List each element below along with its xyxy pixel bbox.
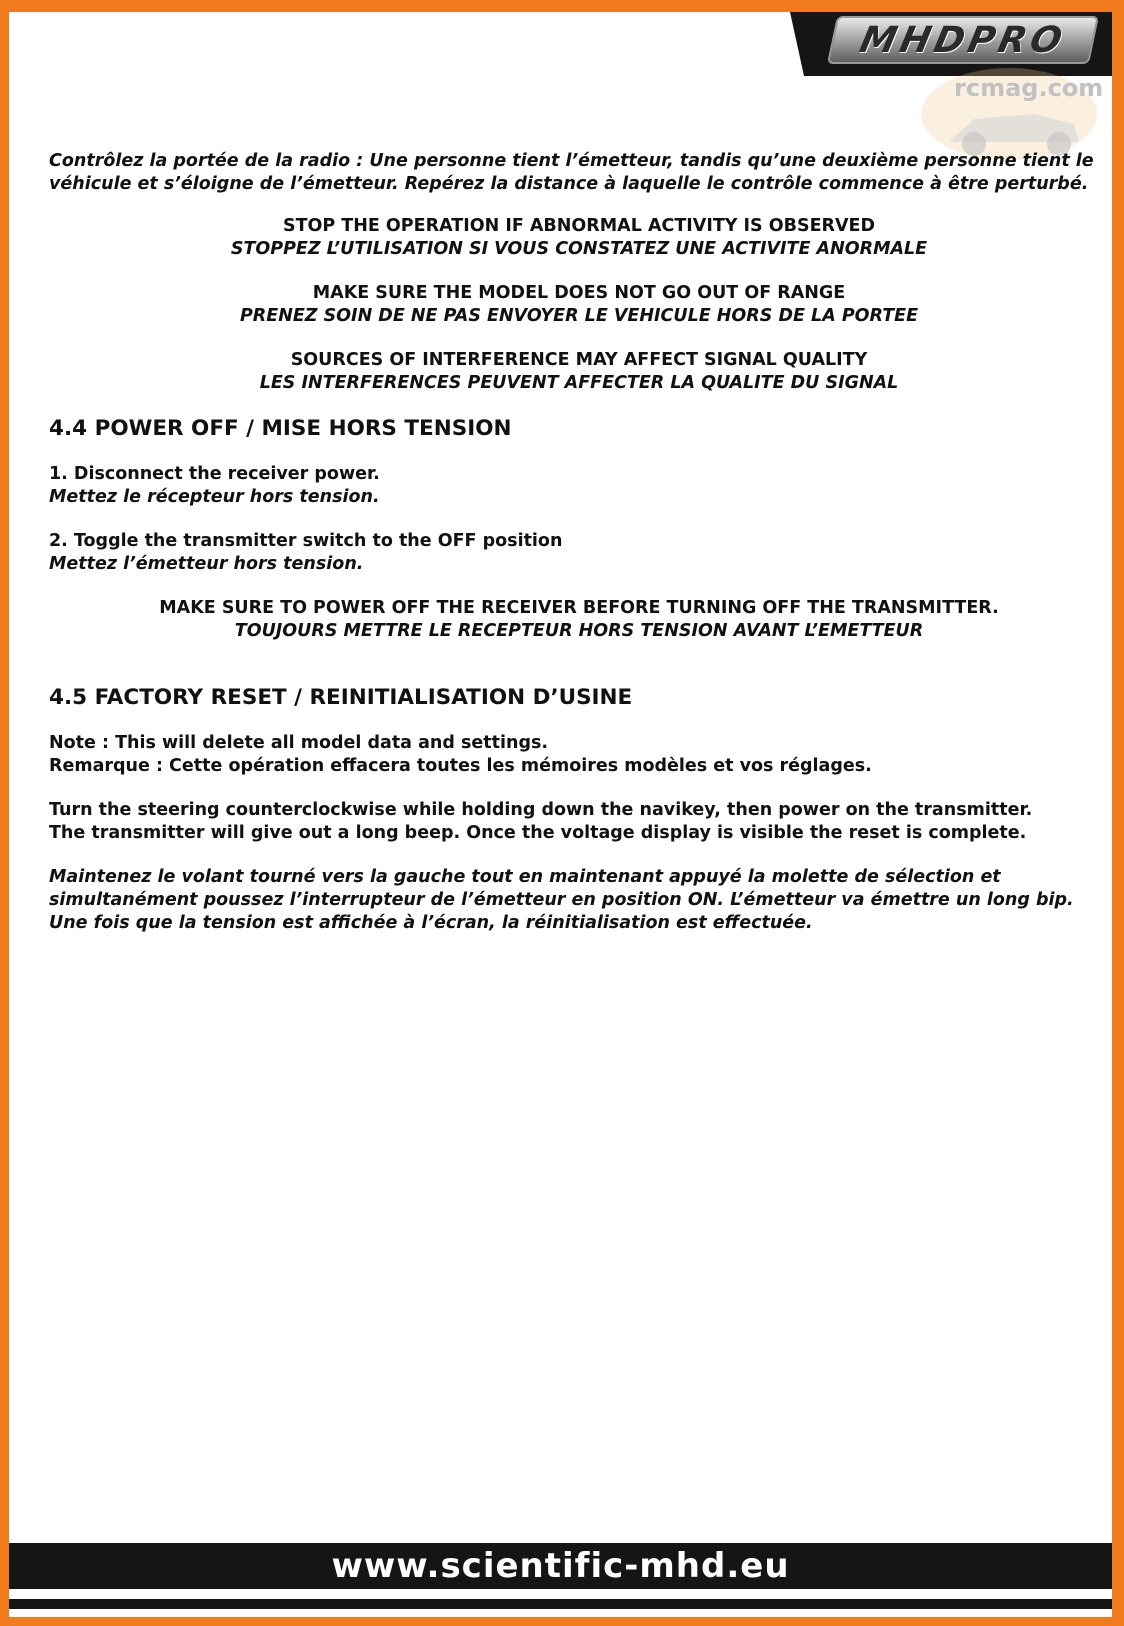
power-off-warning-fr: TOUJOURS METTRE LE RECEPTEUR HORS TENSION AVANT L’EMETTEUR	[234, 621, 924, 641]
warning-fr: STOPPEZ L’UTILISATION SI VOUS CONSTATEZ UNE ACTIVITE ANORMALE	[230, 239, 928, 259]
warning-block-3	[49, 349, 1109, 395]
reset-paragraph-en-2: The transmitter will give out a long beep. Once the voltage display is visible the reset is complete.	[49, 823, 1027, 843]
reset-paragraph-fr: Maintenez le volant tourné vers la gauche tout en maintenant appuyé la molette de sélection et simultanément poussez l’interrupteur de l’émetteur en position ON. L’émetteur va émettre un long bip. Une fois que la tension est affichée à l’écran, la réinitialisation est effectuée.	[49, 867, 1074, 933]
watermark-text: rcmag.com	[954, 74, 1104, 102]
step-2-fr: Mettez l’émetteur hors tension.	[49, 554, 364, 574]
document-body	[49, 150, 1109, 935]
rcmag-watermark	[914, 64, 1104, 164]
section-heading-power-off: 4.4 POWER OFF / MISE HORS TENSION	[49, 416, 512, 441]
warning-block-2	[49, 282, 1109, 328]
warning-block-1	[49, 215, 1109, 261]
step-1-fr: Mettez le récepteur hors tension.	[49, 487, 380, 507]
note-fr: Remarque : Cette opération effacera toutes les mémoires modèles et vos réglages.	[49, 756, 872, 776]
footer-rule	[9, 1599, 1112, 1609]
mhdpro-logo	[827, 16, 1099, 64]
warning-en: STOP THE OPERATION IF ABNORMAL ACTIVITY IS OBSERVED	[282, 216, 876, 236]
footer-url: www.scientific-mhd.eu	[331, 1546, 790, 1586]
section-heading-factory-reset: 4.5 FACTORY RESET / REINITIALISATION D’USINE	[49, 685, 633, 710]
power-off-warning-en: MAKE SURE TO POWER OFF THE RECEIVER BEFORE TURNING OFF THE TRANSMITTER.	[159, 598, 999, 618]
warning-en: MAKE SURE THE MODEL DOES NOT GO OUT OF RANGE	[312, 283, 846, 303]
step-1-en: 1. Disconnect the receiver power.	[49, 464, 380, 484]
logo-text: MHDPRO	[856, 19, 1070, 61]
warning-en: SOURCES OF INTERFERENCE MAY AFFECT SIGNAL QUALITY	[290, 350, 868, 370]
warning-fr: PRENEZ SOIN DE NE PAS ENVOYER LE VEHICULE HORS DE LA PORTEE	[239, 306, 919, 326]
power-off-warning	[49, 597, 1109, 643]
warning-fr: LES INTERFERENCES PEUVENT AFFECTER LA QUALITE DU SIGNAL	[259, 373, 899, 393]
reset-paragraph-en-1: Turn the steering counterclockwise while holding down the navikey, then power on the transmitter.	[49, 800, 1033, 820]
intro-paragraph: Contrôlez la portée de la radio : Une personne tient l’émetteur, tandis qu’une deuxième personne tient le véhicule et s’éloigne de l’émetteur. Repérez la distance à laquelle le contrôle commence à être perturbé.	[49, 151, 1094, 194]
document-page	[9, 12, 1112, 1617]
note-en: Note : This will delete all model data and settings.	[49, 733, 549, 753]
footer-band	[9, 1543, 1112, 1589]
step-2-en: 2. Toggle the transmitter switch to the OFF position	[49, 531, 563, 551]
